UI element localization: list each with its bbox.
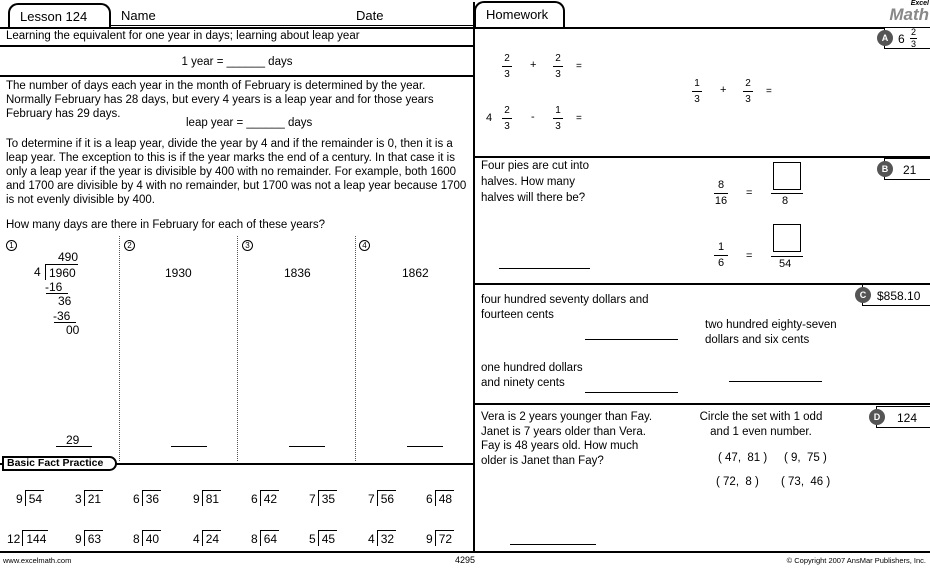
leap-year-rule-text: To determine if it is a leap year, divide the year by 4 and if the remainder is 0, then it is a leap year. The exception to this is if the year marks the end of a century. In that case it is only a leap year if the year is divisible by 400 with no remainder. For example, both 1600 and 1700 are divisible by 4 with no remainder, but 1700 was not a leap year because 1700 is not evenly divisible by 400. <box>6 138 467 206</box>
a3-operator: + <box>720 84 727 96</box>
year-equation: 1 year = ______ days <box>181 56 293 68</box>
fact-dividend: 54 <box>25 490 44 506</box>
answer-badge-d <box>873 406 930 428</box>
bottom-border <box>0 551 930 553</box>
d-set-2[interactable]: ( 9, 75 ) <box>784 452 827 464</box>
c-words-3: one hundred dollars and ninety cents <box>481 362 583 389</box>
fact-dividend: 35 <box>318 490 337 506</box>
fact-problem <box>133 530 161 546</box>
lesson-title: Learning the equivalent for one year in days; learning about leap year <box>6 30 360 42</box>
worked-step-3: -36 <box>53 309 71 323</box>
lesson-number: Lesson 124 <box>20 9 88 24</box>
fact-divisor: 4 <box>368 532 375 546</box>
a3-equals: = <box>766 86 772 97</box>
intro-rule <box>0 75 474 77</box>
answer-blank-4[interactable] <box>407 446 443 447</box>
fact-dividend: 42 <box>260 490 279 506</box>
a1-fraction-b: 2 3 <box>553 53 563 80</box>
badge-label-d: D <box>869 409 885 425</box>
fact-divisor: 8 <box>251 532 258 546</box>
fact-dividend: 32 <box>377 530 396 546</box>
fact-problem <box>75 530 103 546</box>
problem-year-3: 1836 <box>284 266 311 280</box>
fact-problem <box>251 490 279 506</box>
b-problem-text: Four pies are cut into halves. How many halves will there be? <box>481 160 590 204</box>
fact-divisor: 3 <box>75 492 82 506</box>
b1-denominator: 8 <box>782 195 789 207</box>
worked-step-4: 00 <box>66 323 80 337</box>
badge-b-answer: 21 <box>903 163 917 177</box>
c-words-1: four hundred seventy dollars and fourteen cents <box>481 294 649 321</box>
header-rule <box>111 25 474 26</box>
center-divider <box>473 2 475 552</box>
fact-dividend: 144 <box>22 530 48 546</box>
answer-1: 29 <box>66 433 80 447</box>
homework-rule-c <box>474 403 930 405</box>
answer-blank-2[interactable] <box>171 446 207 447</box>
badge-label-c: C <box>855 287 871 303</box>
b2-equals: = <box>746 250 753 262</box>
answer-blank-1 <box>56 446 92 447</box>
b-answer-blank[interactable] <box>499 268 590 269</box>
a2-fraction-a: 2 3 <box>502 105 512 132</box>
fact-problem <box>193 530 221 546</box>
problem-year-2: 1930 <box>165 266 192 280</box>
b2-fraction-bar <box>771 256 803 257</box>
c-blank-1[interactable] <box>585 339 678 340</box>
homework-top-border <box>474 27 930 29</box>
fact-dividend: 63 <box>84 530 103 546</box>
fact-dividend: 36 <box>142 490 161 506</box>
badge-label-b: B <box>877 161 893 177</box>
fact-problem <box>426 530 454 546</box>
fact-dividend: 72 <box>435 530 454 546</box>
b1-answer-box[interactable] <box>773 162 801 190</box>
answer-badge-c <box>859 284 930 306</box>
fact-dividend: 45 <box>318 530 337 546</box>
intro-text: The number of days each year in the month of February is determined by the year. Normally February has 28 days, but every 4 years is a leap year and for those years February has 29 days. <box>6 80 434 120</box>
fact-problem <box>309 490 337 506</box>
d-problem-text: Vera is 2 years younger than Fay. Janet is 7 years older than Vera. Fay is 48 years old. How much older is Janet than Fay? <box>481 411 653 467</box>
d-set-3[interactable]: ( 72, 8 ) <box>716 476 759 488</box>
basic-facts-title: Basic Fact Practice <box>2 456 117 471</box>
fact-divisor: 7 <box>309 492 316 506</box>
problem-number-4: 4 <box>359 240 370 251</box>
badge-a-fraction <box>910 28 917 49</box>
b2-answer-box[interactable] <box>773 224 801 252</box>
fact-divisor: 6 <box>251 492 258 506</box>
fact-problem <box>7 530 48 546</box>
a2-operator: - <box>531 111 535 123</box>
logo-small: Excel <box>910 0 929 7</box>
d-answer-blank[interactable] <box>510 544 596 545</box>
fact-divisor: 8 <box>133 532 140 546</box>
c-words-2: two hundred eighty-seven dollars and six cents <box>705 319 837 346</box>
b1-fraction: 8 16 <box>714 179 728 207</box>
days-question: How many days are there in February for each of these years? <box>6 219 325 231</box>
footer-page-number: 4295 <box>455 555 476 565</box>
column-divider-1 <box>119 236 120 461</box>
fact-dividend: 21 <box>84 490 103 506</box>
fact-problem <box>75 490 103 506</box>
answer-badge-b <box>881 158 930 180</box>
fact-problem <box>368 530 396 546</box>
problem-number-2: 2 <box>124 240 135 251</box>
answer-badge-a <box>881 27 930 49</box>
fact-divisor: 9 <box>75 532 82 546</box>
footer-copyright: © Copyright 2007 AnsMar Publishers, Inc. <box>786 556 926 565</box>
problem-number-1: 1 <box>6 240 17 251</box>
worked-step-2: 36 <box>58 294 72 308</box>
a3-fraction-b: 2 3 <box>743 78 753 105</box>
date-label: Date <box>356 8 384 23</box>
fact-dividend: 81 <box>202 490 221 506</box>
fact-dividend: 24 <box>202 530 221 546</box>
a2-equals: = <box>576 113 582 124</box>
fact-divisor: 6 <box>426 492 433 506</box>
fact-problem <box>309 530 337 546</box>
a2-whole: 4 <box>486 112 493 124</box>
a3-fraction-a: 1 3 <box>692 78 702 105</box>
badge-d-answer: 124 <box>897 411 918 425</box>
c-blank-3[interactable] <box>585 392 678 393</box>
name-label: Name <box>121 8 156 23</box>
fact-divisor: 9 <box>193 492 200 506</box>
b1-equals: = <box>746 187 753 199</box>
column-divider-3 <box>355 236 356 461</box>
a2-fraction-b: 1 3 <box>553 105 563 132</box>
fact-divisor: 5 <box>309 532 316 546</box>
d-set-4[interactable]: ( 73, 46 ) <box>781 476 831 488</box>
lesson-tab <box>8 3 111 27</box>
badge-a-den: 3 <box>910 39 916 49</box>
fact-dividend: 48 <box>435 490 454 506</box>
fact-dividend: 40 <box>142 530 161 546</box>
b2-denominator: 54 <box>779 258 792 270</box>
worked-divisor: 4 <box>34 265 41 279</box>
b2-fraction: 1 6 <box>714 242 728 269</box>
footer-site[interactable]: www.excelmath.com <box>3 556 72 565</box>
badge-a-num: 2 <box>910 27 916 37</box>
b1-fraction-bar <box>771 193 803 194</box>
fact-divisor: 9 <box>16 492 23 506</box>
problem-year-4: 1862 <box>402 266 429 280</box>
fact-dividend: 56 <box>377 490 396 506</box>
fact-divisor: 12 <box>7 532 21 546</box>
logo-big: Math <box>889 5 929 24</box>
fact-problem <box>16 490 44 506</box>
a1-operator: + <box>530 59 537 71</box>
fact-divisor: 4 <box>193 532 200 546</box>
fact-problem <box>368 490 396 506</box>
badge-label-a: A <box>877 30 893 46</box>
fact-problem <box>193 490 221 506</box>
fact-problem <box>251 530 279 546</box>
answer-blank-3[interactable] <box>289 446 325 447</box>
title-rule <box>0 45 474 47</box>
excel-math-logo <box>885 0 929 22</box>
d-circle-instructions: Circle the set with 1 odd and 1 even number. <box>699 411 823 438</box>
badge-a-whole: 6 <box>898 32 905 46</box>
worked-step-1: -16 <box>45 280 63 294</box>
c-blank-2[interactable] <box>729 381 822 382</box>
a1-equals: = <box>576 61 582 72</box>
fact-problem <box>426 490 454 506</box>
a1-fraction-a: 2 3 <box>502 53 512 80</box>
fact-dividend: 64 <box>260 530 279 546</box>
fact-divisor: 9 <box>426 532 433 546</box>
fact-problem <box>133 490 161 506</box>
homework-tab <box>474 1 565 27</box>
column-divider-2 <box>237 236 238 461</box>
lesson-top-border <box>0 27 474 29</box>
homework-title: Homework <box>486 7 549 22</box>
worked-quotient: 490 <box>58 250 79 264</box>
worked-dividend: 1960 <box>45 264 78 280</box>
problem-number-3: 3 <box>242 240 253 251</box>
badge-c-answer: $858.10 <box>877 289 921 303</box>
leap-year-equation: leap year = ______ days <box>186 117 313 129</box>
d-set-1[interactable]: ( 47, 81 ) <box>718 452 768 464</box>
fact-divisor: 6 <box>133 492 140 506</box>
fact-divisor: 7 <box>368 492 375 506</box>
